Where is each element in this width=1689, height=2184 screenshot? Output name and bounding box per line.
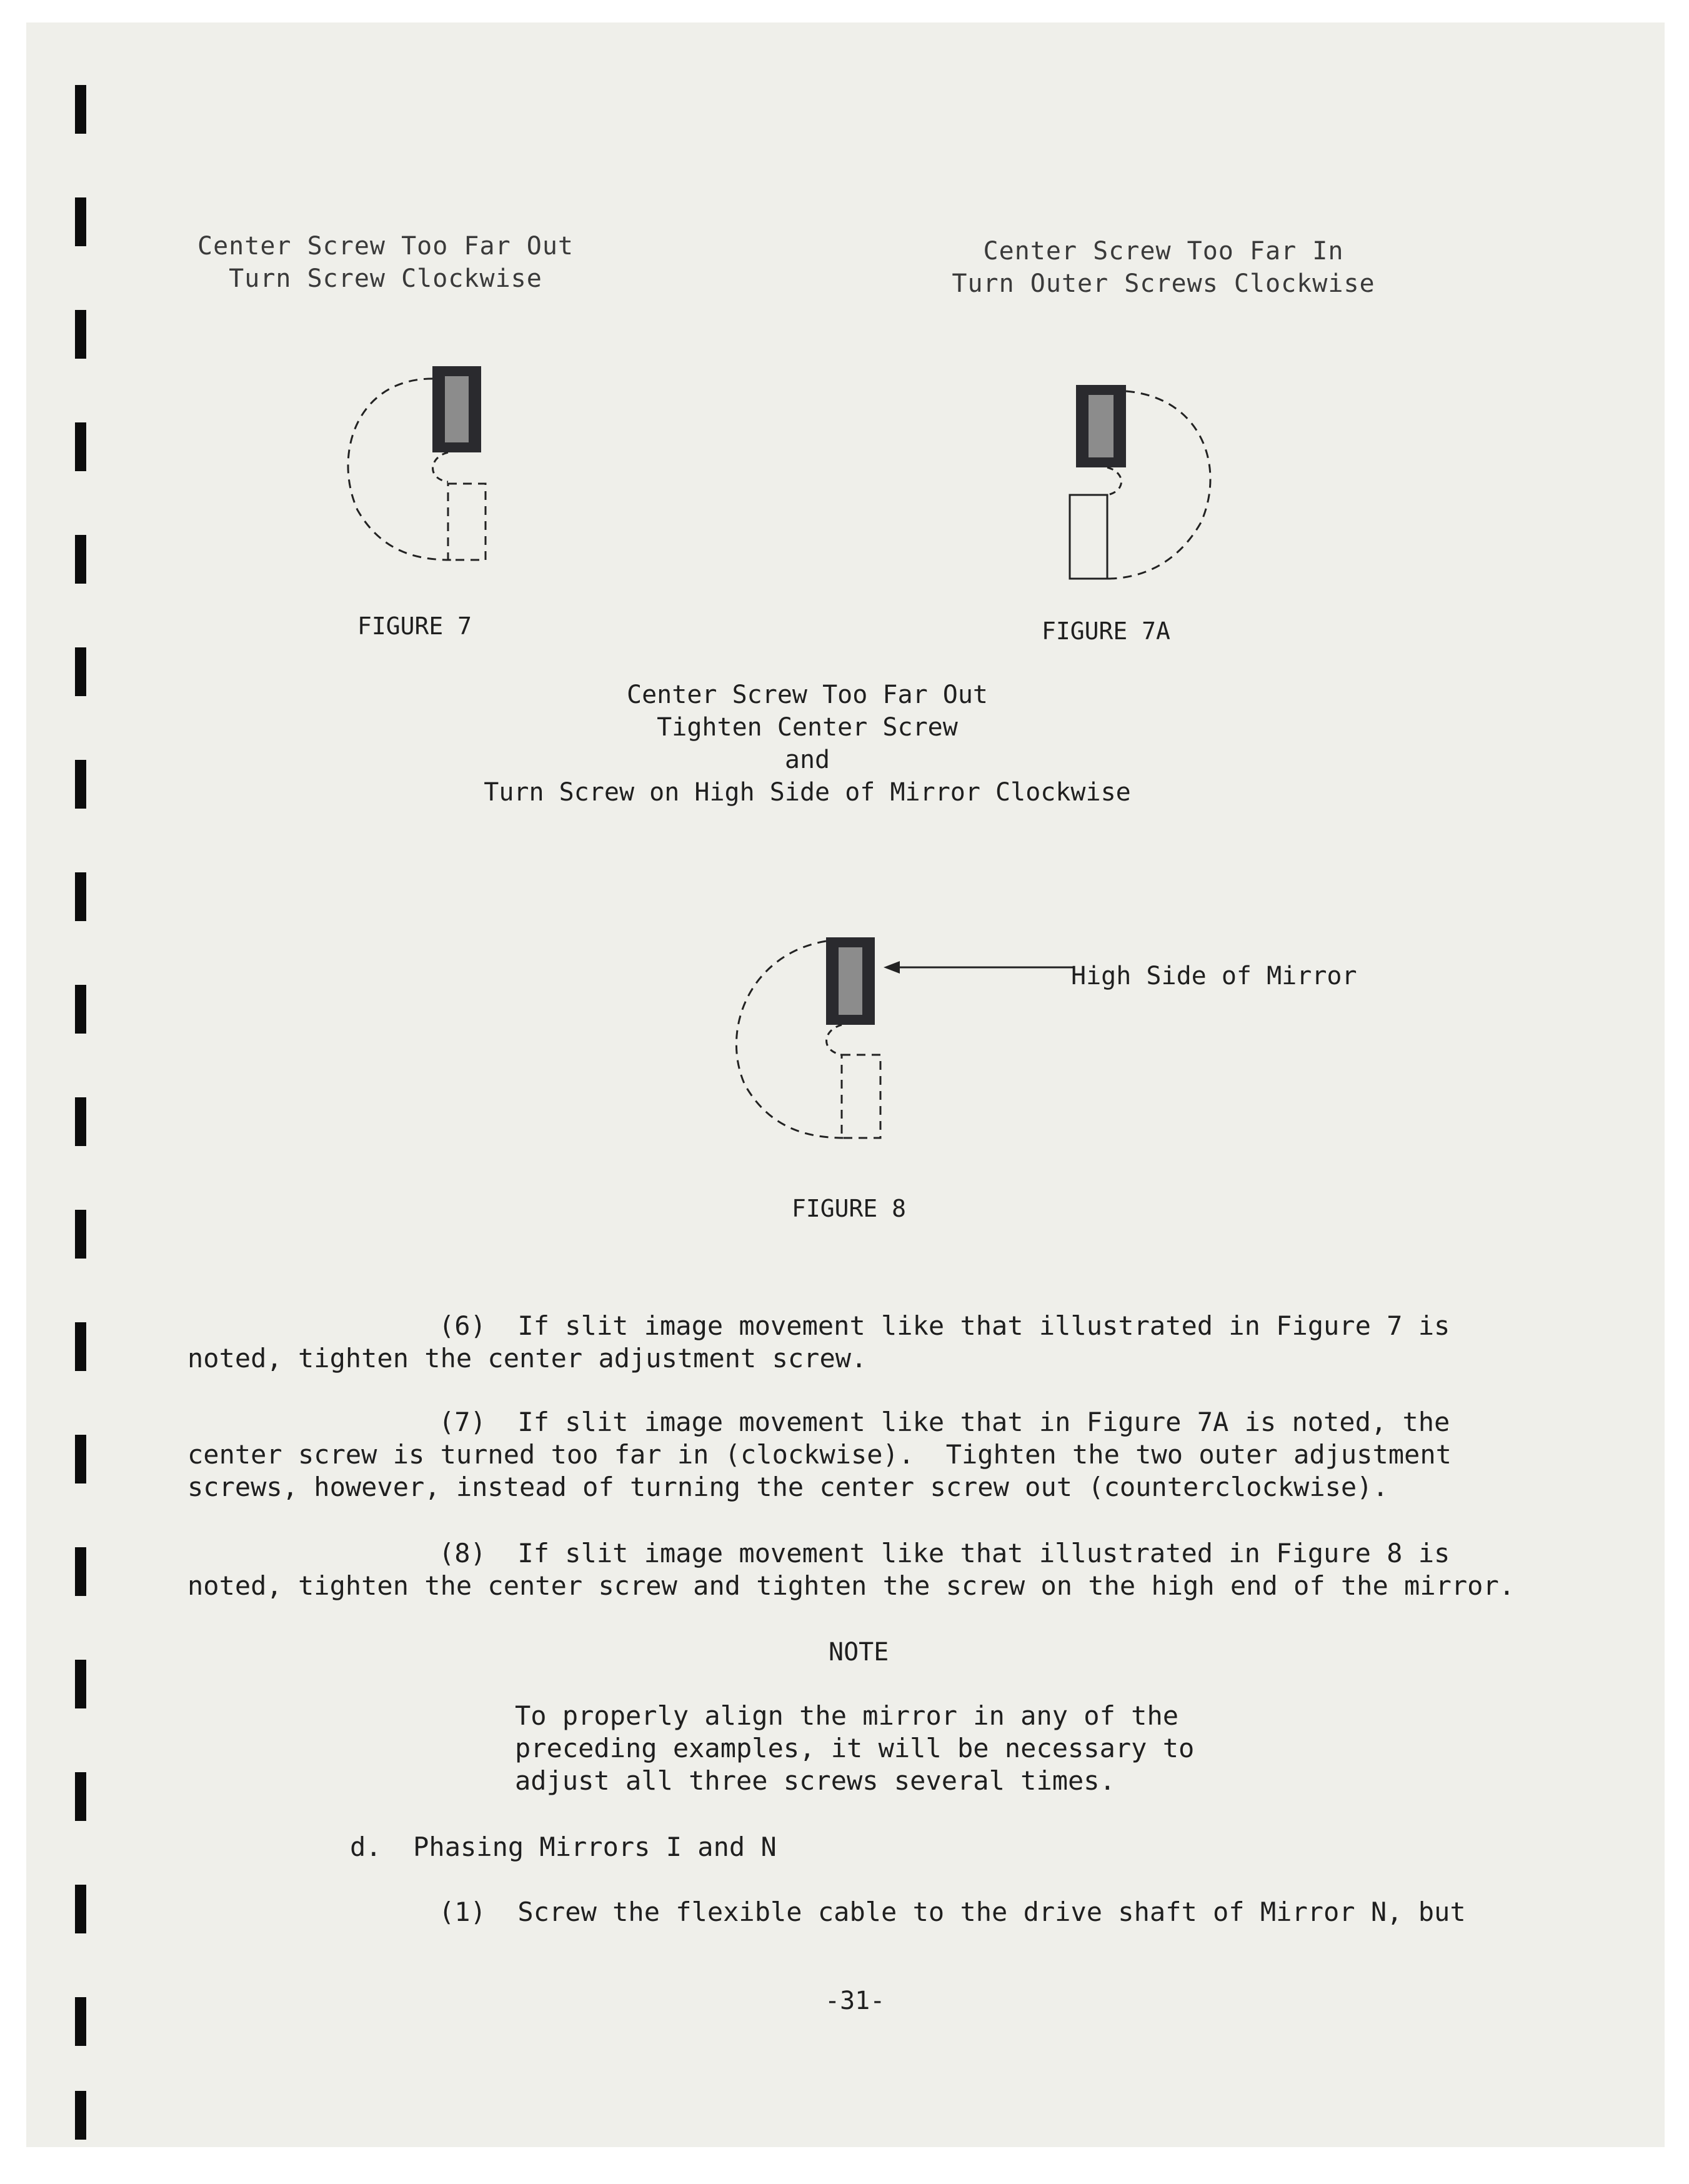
figure-8-heading-4: Turn Screw on High Side of Mirror Clockwise [484,778,1131,807]
screw-arc [433,452,448,482]
figure-8-diagram [701,922,1126,1160]
section-d-item-1: (1) Screw the flexible cable to the drive shaft of Mirror N, but [439,1897,1466,1927]
binder-hole [75,1435,86,1483]
figure-7-heading-1: Center Screw Too Far Out [197,232,574,261]
screw-arc [827,1025,842,1055]
paragraph-7-line-2: center screw is turned too far in (clockwise). Tighten the two outer adjustment [187,1439,1452,1470]
figure-7-caption: FIGURE 7 [357,612,472,640]
binder-hole [75,985,86,1034]
callout-arrow-head [884,961,900,974]
figure-7a-heading-1: Center Screw Too Far In [983,237,1344,266]
paragraph-7-line-1: (7) If slit image movement like that in Figure 7A is noted, the [439,1407,1450,1437]
binder-hole [75,1772,86,1821]
figure-8-heading-1: Center Screw Too Far Out [627,681,988,709]
note-title: NOTE [829,1638,889,1667]
paragraph-8-line-2: noted, tighten the center screw and tighten the screw on the high end of the mirror. [187,1570,1515,1601]
figure-7a-diagram [1039,372,1238,597]
binder-hole [75,1210,86,1259]
screw-arc [1107,467,1122,495]
paragraph-8-line-1: (8) If slit image movement like that illustrated in Figure 8 is [439,1538,1450,1568]
paragraph-7-line-3: screws, however, instead of turning the center screw out (counterclockwise). [187,1472,1388,1502]
binder-hole [75,1322,86,1371]
binder-hole [75,85,86,134]
screw-outline [448,484,486,560]
figure-7a-caption: FIGURE 7A [1042,617,1170,645]
binder-hole [75,1097,86,1146]
page-number: -31- [825,1987,885,2015]
binder-hole [75,1885,86,1933]
figure-8-heading-3: and [784,745,830,774]
figure-7a-heading-2: Turn Outer Screws Clockwise [952,269,1375,298]
figure-8-heading-2: Tighten Center Screw [657,713,958,742]
binder-hole [75,1660,86,1708]
mirror-slit [445,376,469,442]
section-d-heading: d. Phasing Mirrors I and N [350,1832,777,1862]
paragraph-6-line-2: noted, tighten the center adjustment screw. [187,1343,867,1374]
note-line-3: adjust all three screws several times. [515,1765,1115,1796]
binder-hole [75,422,86,471]
binder-hole [75,760,86,809]
binder-hole [75,647,86,696]
binder-hole [75,535,86,584]
document-page [26,22,1665,2147]
binder-hole [75,2091,86,2140]
figure-8-caption: FIGURE 8 [792,1195,907,1222]
binder-hole [75,1997,86,2046]
screw-outline [842,1055,880,1138]
figure-7-heading-2: Turn Screw Clockwise [229,264,542,293]
note-line-2: preceding examples, it will be necessary to [515,1733,1195,1763]
figure-7-diagram [320,354,520,579]
paragraph-6-line-1: (6) If slit image movement like that illustrated in Figure 7 is [439,1310,1450,1341]
binder-hole [75,310,86,359]
screw-outline [1070,495,1107,579]
note-line-1: To properly align the mirror in any of the [515,1700,1179,1731]
mirror-slit [1089,395,1114,457]
mirror-slit [839,947,862,1015]
high-side-callout: High Side of Mirror [1071,962,1357,990]
binder-hole [75,197,86,246]
binder-hole [75,872,86,921]
binder-hole [75,1547,86,1596]
